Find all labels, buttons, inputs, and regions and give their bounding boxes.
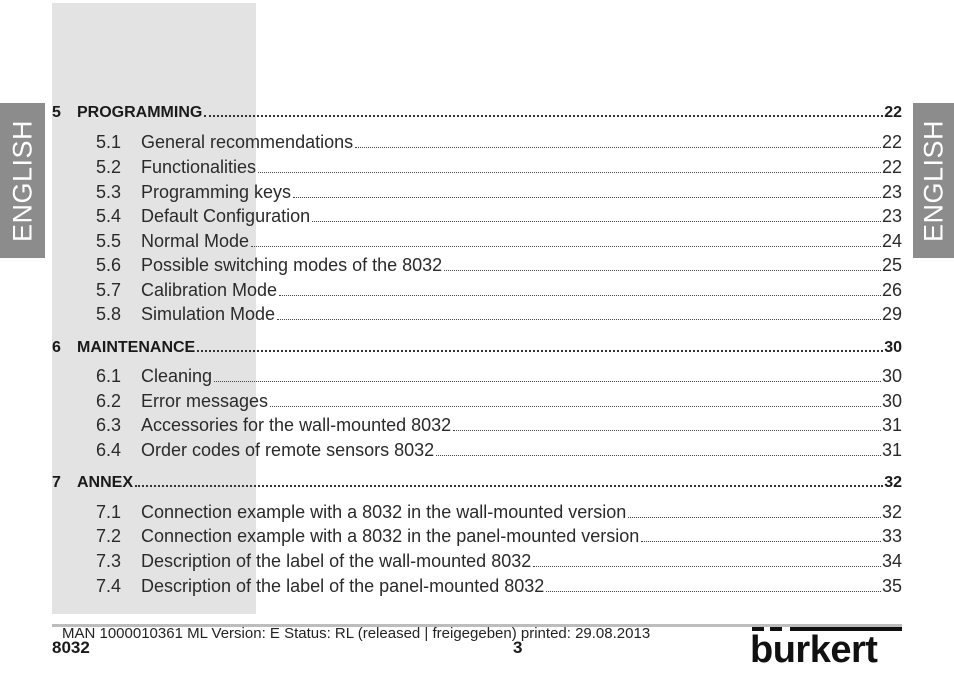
toc-entry-number: 5.8	[96, 304, 122, 324]
toc-dot-leader	[533, 566, 881, 567]
toc-entry-title: Functionalities	[141, 157, 257, 177]
toc-entry-number: 6.4	[96, 440, 122, 460]
toc-section-entry[interactable]	[96, 390, 902, 412]
toc-chapter-entry[interactable]	[52, 100, 902, 122]
toc-dot-leader	[251, 246, 881, 247]
toc-entry-title: Connection example with a 8032 in the panel-mounted version	[141, 526, 640, 546]
toc-entry-page: 30	[884, 339, 902, 356]
footer-model-number: 8032	[52, 638, 90, 657]
toc-entry-title: General recommendations	[141, 132, 354, 152]
toc-entry-page: 33	[881, 526, 902, 546]
toc-section-entry[interactable]	[96, 575, 902, 597]
toc-section-entry[interactable]	[96, 230, 902, 252]
toc-section-entry[interactable]	[96, 414, 902, 436]
toc-entry-title: MAINTENANCE	[77, 339, 196, 356]
toc-entry-title: Calibration Mode	[141, 280, 278, 300]
toc-entry-number: 5.7	[96, 280, 122, 300]
toc-section-entry[interactable]	[96, 365, 902, 387]
toc-entry-number: 5.2	[96, 157, 122, 177]
toc-entry-title: PROGRAMMING	[77, 104, 203, 121]
toc-section-entry[interactable]	[96, 501, 902, 523]
toc-entry-title: Normal Mode	[141, 231, 250, 251]
toc-entry-title: Possible switching modes of the 8032	[141, 255, 443, 275]
toc-entry-page: 30	[881, 391, 902, 411]
toc-section-entry[interactable]	[96, 439, 902, 461]
toc-dot-leader	[277, 319, 881, 320]
toc-dot-leader	[641, 541, 881, 542]
toc-entry-title: Cleaning	[141, 366, 213, 386]
toc-entry-number: 7	[52, 474, 61, 491]
toc-dot-leader	[546, 591, 881, 592]
toc-section-entry[interactable]	[96, 156, 902, 178]
toc-entry-page: 25	[881, 255, 902, 275]
toc-entry-page: 31	[881, 415, 902, 435]
footer-page-number: 3	[513, 638, 523, 657]
toc-section-entry[interactable]	[96, 205, 902, 227]
toc-entry-number: 6	[52, 339, 61, 356]
toc-entry-number: 5.1	[96, 132, 122, 152]
toc-section-entry[interactable]	[96, 131, 902, 153]
toc-entry-number: 5.6	[96, 255, 122, 275]
toc-dot-leader	[135, 485, 883, 487]
toc-entry-page: 26	[881, 280, 902, 300]
toc-section-entry[interactable]	[96, 279, 902, 301]
toc-entry-title: Programming keys	[141, 182, 292, 202]
toc-entry-page: 32	[884, 474, 902, 491]
toc-dot-leader	[293, 197, 881, 198]
toc-entry-page: 34	[881, 551, 902, 571]
toc-dot-leader	[204, 115, 883, 117]
toc-chapter-entry[interactable]	[52, 470, 902, 492]
toc-entry-page: 22	[881, 157, 902, 177]
toc-entry-page: 35	[881, 576, 902, 596]
toc-entry-number: 5.3	[96, 182, 122, 202]
toc-entry-number: 5.5	[96, 231, 122, 251]
toc-entry-title: Description of the label of the wall-mounted 8032	[141, 551, 532, 571]
toc-entry-number: 6.2	[96, 391, 122, 411]
toc-entry-number: 7.2	[96, 526, 122, 546]
toc-entry-page: 24	[881, 231, 902, 251]
toc-section-entry[interactable]	[96, 181, 902, 203]
toc-dot-leader	[270, 406, 881, 407]
toc-entry-title: Default Configuration	[141, 206, 311, 226]
toc-entry-number: 7.4	[96, 576, 122, 596]
toc-entry-page: 22	[884, 104, 902, 121]
toc-entry-page: 23	[881, 206, 902, 226]
toc-section-entry[interactable]	[96, 254, 902, 276]
toc-section-entry[interactable]	[96, 303, 902, 325]
toc-section-entry[interactable]	[96, 525, 902, 547]
toc-entry-title: Simulation Mode	[141, 304, 276, 324]
toc-dot-leader	[436, 455, 881, 456]
toc-entry-page: 30	[881, 366, 902, 386]
footer-document-meta: MAN 1000010361 ML Version: E Status: RL (released | freigegeben) printed: 29.08.2013	[62, 625, 651, 642]
toc-entry-title: Connection example with a 8032 in the wall-mounted version	[141, 502, 627, 522]
toc-entry-number: 6.3	[96, 415, 122, 435]
language-tab-right-label: ENGLISH	[918, 119, 948, 242]
toc-entry-page: 32	[881, 502, 902, 522]
toc-entry-number: 7.1	[96, 502, 122, 522]
toc-entry-title: Accessories for the wall-mounted 8032	[141, 415, 452, 435]
brand-logo: burkert	[750, 629, 878, 671]
toc-dot-leader	[279, 295, 881, 296]
toc-dot-leader	[214, 381, 881, 382]
toc-dot-leader	[197, 350, 883, 352]
toc-entry-page: 23	[881, 182, 902, 202]
toc-chapter-entry[interactable]	[52, 335, 902, 357]
toc-entry-number: 7.3	[96, 551, 122, 571]
toc-entry-page: 31	[881, 440, 902, 460]
toc-entry-number: 5.4	[96, 206, 122, 226]
toc-dot-leader	[355, 147, 881, 148]
toc-entry-number: 5	[52, 104, 61, 121]
toc-entry-title: Description of the label of the panel-mounted 8032	[141, 576, 545, 596]
language-tab-left-label: ENGLISH	[7, 119, 37, 242]
toc-entry-title: Order codes of remote sensors 8032	[141, 440, 435, 460]
toc-entry-title: ANNEX	[77, 474, 134, 491]
toc-entry-page: 22	[881, 132, 902, 152]
toc-section-entry[interactable]	[96, 550, 902, 572]
toc-entry-title: Error messages	[141, 391, 269, 411]
toc-entry-number: 6.1	[96, 366, 122, 386]
toc-dot-leader	[453, 430, 881, 431]
toc-entry-page: 29	[881, 304, 902, 324]
toc-dot-leader	[628, 517, 881, 518]
toc-dot-leader	[444, 270, 881, 271]
toc-dot-leader	[312, 221, 881, 222]
toc-dot-leader	[258, 172, 881, 173]
